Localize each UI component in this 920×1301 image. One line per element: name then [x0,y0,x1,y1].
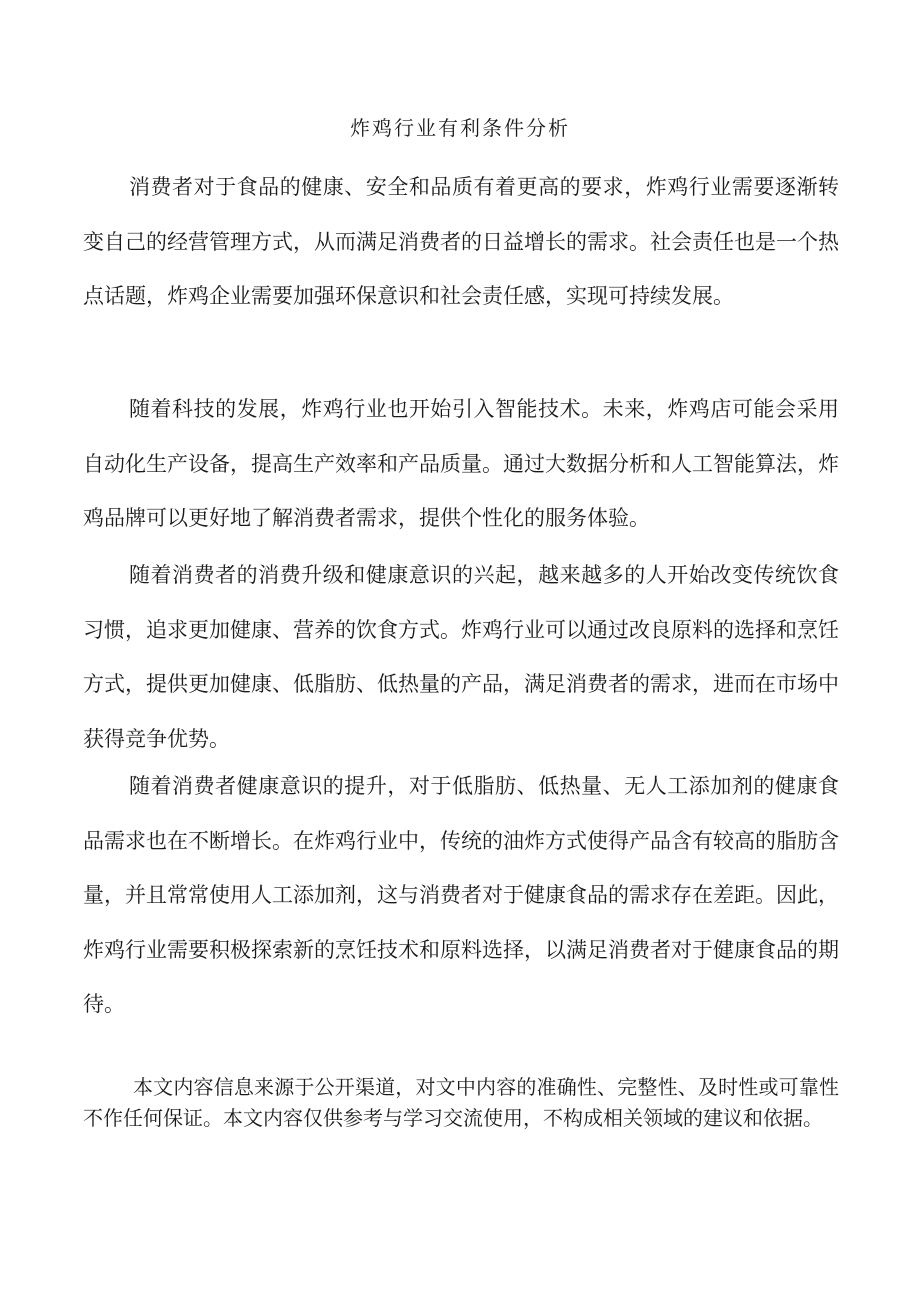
paragraph-consumer-demand: 消费者对于食品的健康、安全和品质有着更高的要求，炸鸡行业需要逐渐转变自己的经营管理方式，从而满足消费者的日益增长的需求。社会责任也是一个热点话题，炸鸡企业需要加强环保意识和社会责任感，实现可持续发展。 [83,175,839,308]
disclaimer-text: 本文内容信息来源于公开渠道，对文中内容的准确性、完整性、及时性或可靠性不作任何保证。本文内容仅供参考与学习交流使用，不构成相关领域的建议和依据。 [83,1075,839,1130]
paragraph-smart-technology: 随着科技的发展，炸鸡行业也开始引入智能技术。未来，炸鸡店可能会采用自动化生产设备，提高生产效率和产品质量。通过大数据分析和人工智能算法，炸鸡品牌可以更好地了解消费者需求，提供个性化的服务体验。 [83,397,839,530]
document-title: 炸鸡行业有利条件分析 [350,116,570,140]
paragraph-healthy-diet: 随着消费者的消费升级和健康意识的兴起，越来越多的人开始改变传统饮食习惯，追求更加健康、营养的饮食方式。炸鸡行业可以通过改良原料的选择和烹饪方式，提供更加健康、低脂肪、低热量的产品，满足消费者的需求，进而在市场中获得竞争优势。 [83,563,839,751]
paragraph-health-food-demand: 随着消费者健康意识的提升，对于低脂肪、低热量、无人工添加剂的健康食品需求也在不断增长。在炸鸡行业中，传统的油炸方式使得产品含有较高的脂肪含量，并且常常使用人工添加剂，这与消费者对于健康食品的需求存在差距。因此，炸鸡行业需要积极探索新的烹饪技术和原料选择，以满足消费者对于健康食品的期待。 [83,774,839,1016]
